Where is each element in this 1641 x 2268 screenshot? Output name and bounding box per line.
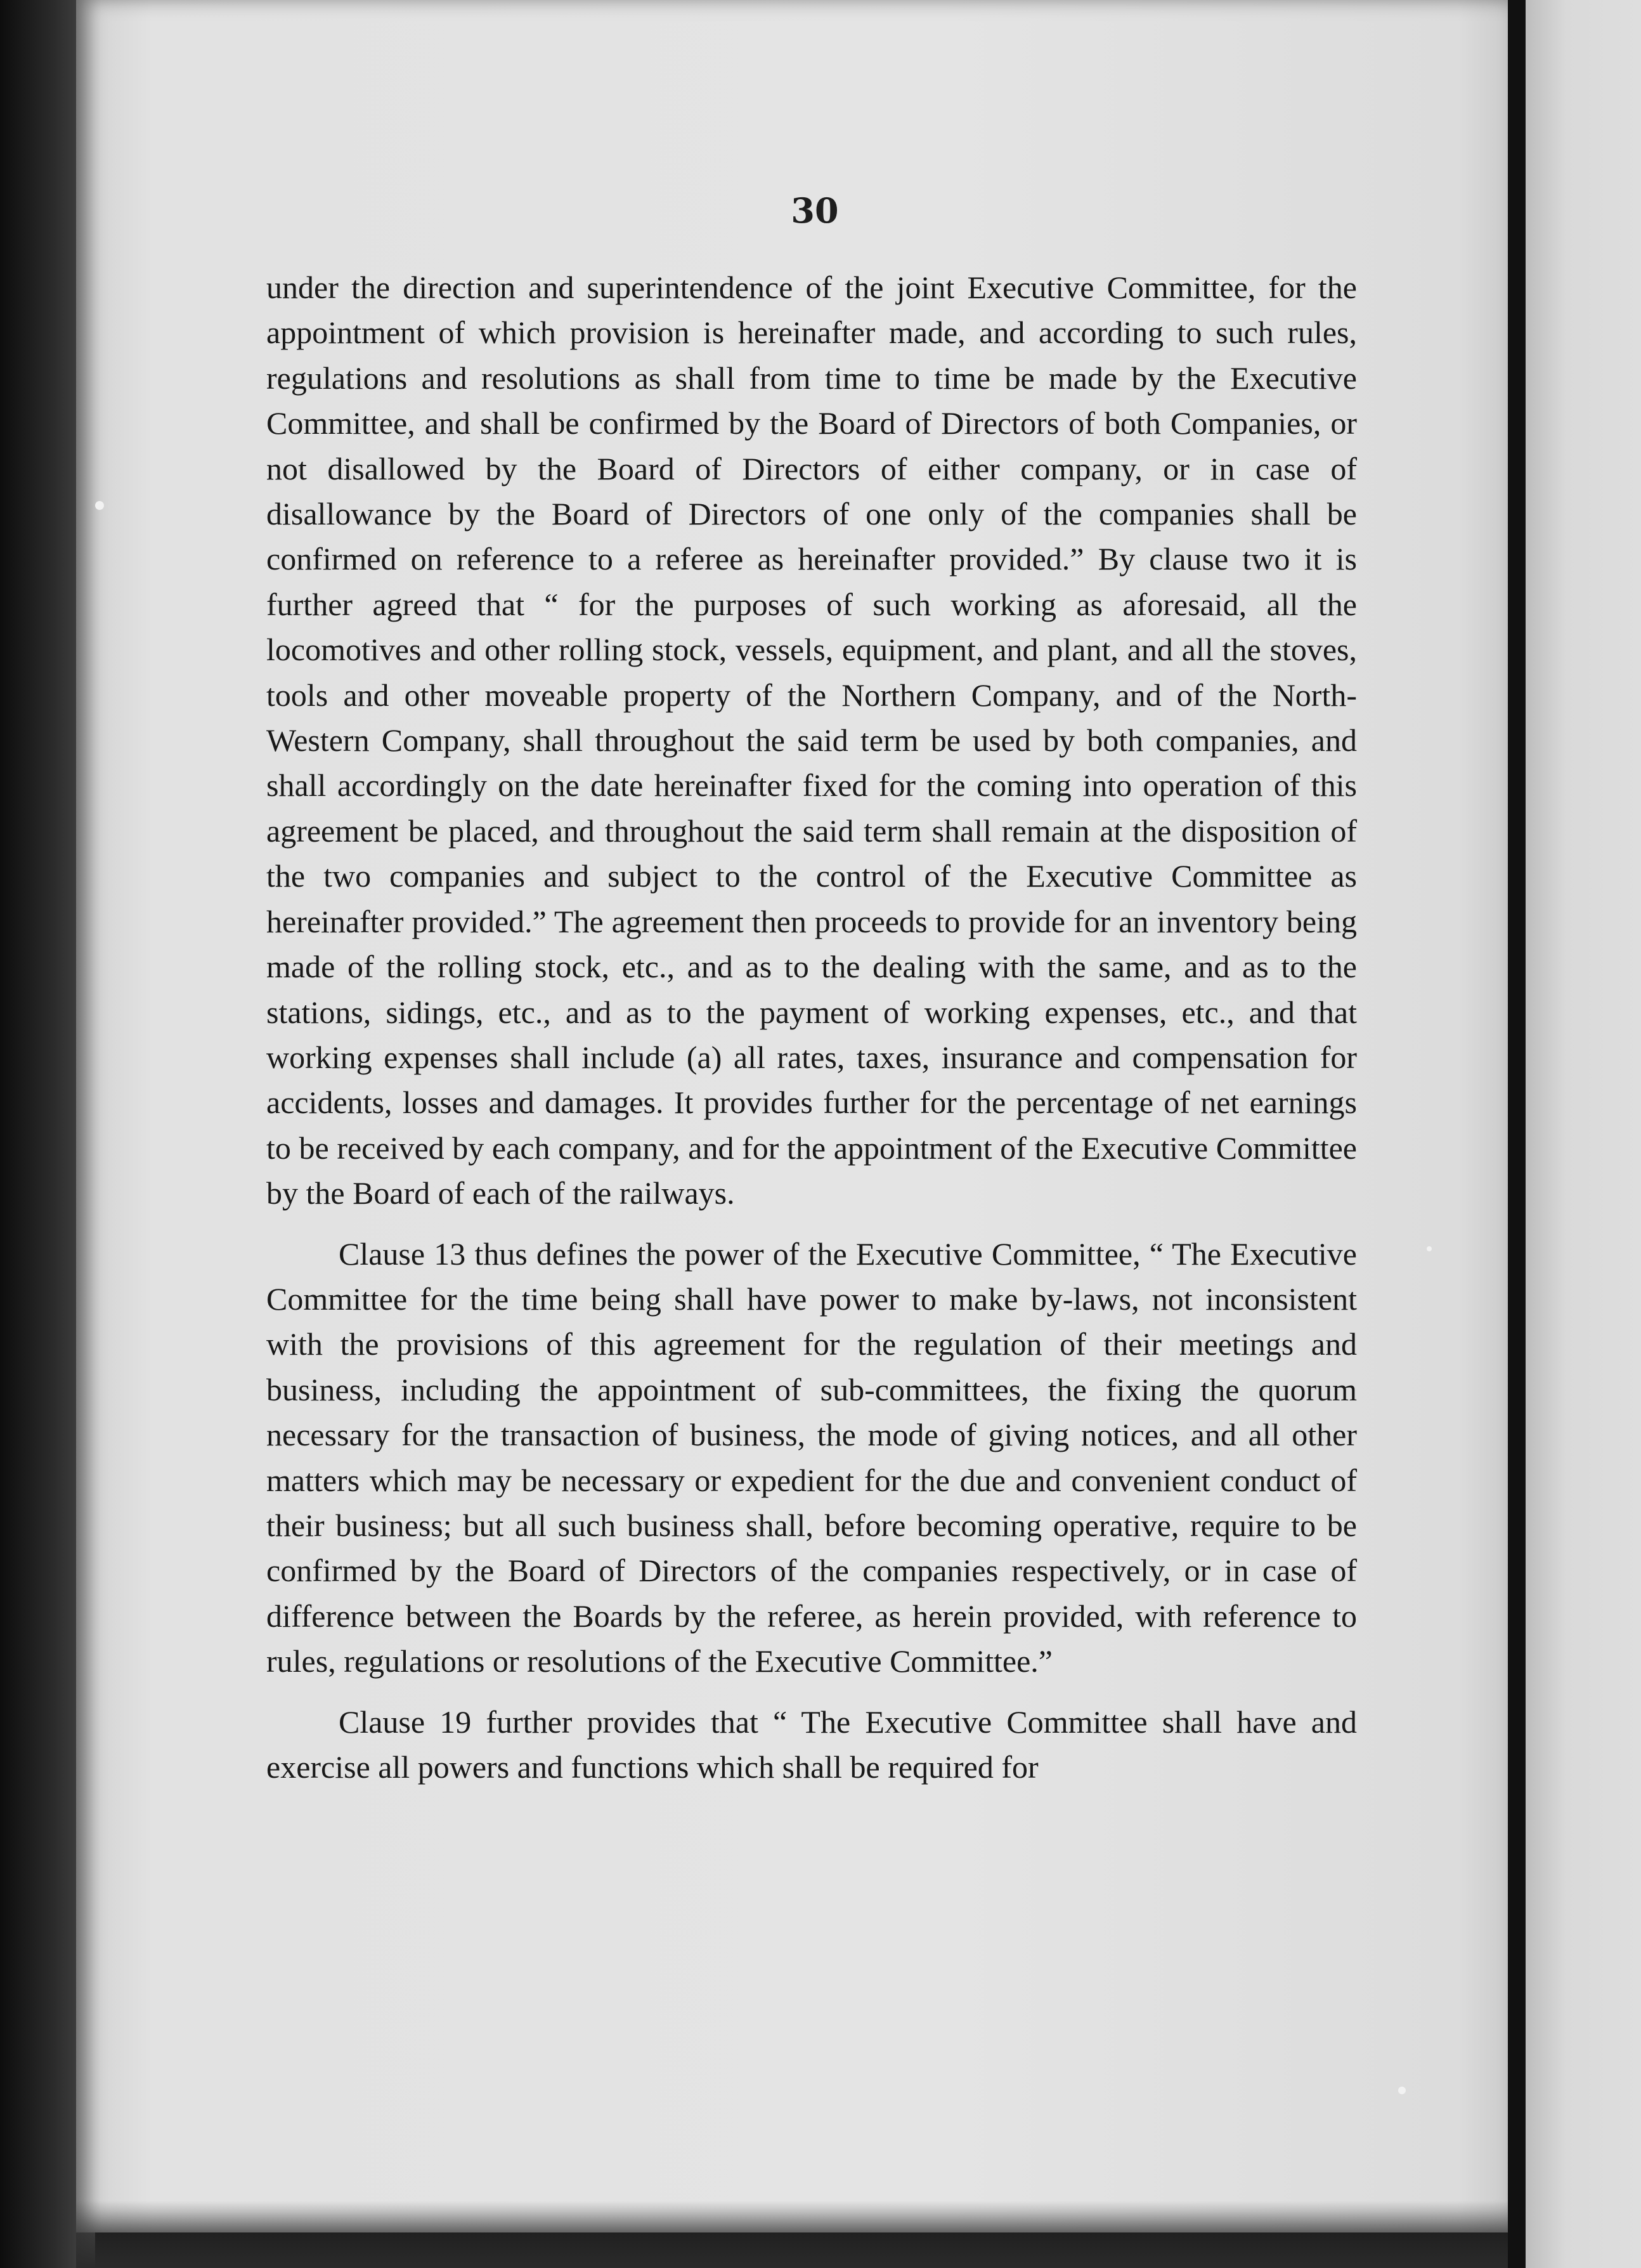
scan-speck <box>1427 1246 1432 1251</box>
page-bottom-shadow <box>76 2201 1515 2268</box>
paragraph-3: Clause 19 further provides that “ The Executive Committee shall have and exercise all powers and functions which shall be required for <box>266 1704 1357 1785</box>
scan-speck <box>95 501 104 510</box>
page-gutter <box>1508 0 1526 2268</box>
scan-speck <box>1398 2087 1406 2094</box>
page-body-text <box>266 265 1357 1805</box>
adjacent-page-edge <box>1526 0 1641 2268</box>
paragraph-1: under the direction and superintendence of the joint Executive Committee, for the appointment of which provision is hereinafter made, and according to such rules, regulations and resolutions as shall from time to time be made by the Executive Committee, and shall be confirmed by the Board of Directors of both Companies, or not disallowed by the Board of Directors of either company, or in case of disallowance by the Board of Directors of one only of the companies shall be confirmed on reference to a referee as hereinafter provided.” By clause two it is further agreed that “ for the purposes of such working as aforesaid, all the locomotives and other rolling stock, vessels, equipment, and plant, and all the stoves, tools and other moveable property of the Northern Company, and of the North-Western Company, shall throughout the said term be used by both companies, and shall accordingly on the date hereinafter fixed for the coming into operation of this agreement be placed, and throughout the said term shall remain at the disposition of the two companies and subject to the control of the Executive Committee as hereinafter provided.” The agreement then proceeds to provide for an inventory being made of the rolling stock, etc., and as to the dealing with the same, and as to the stations, sidings, etc., and as to the payment of working expenses, etc., and that working expenses shall include (a) all rates, taxes, insurance and compensation for accidents, losses and damages. It provides further for the percentage of net earnings to be received by each company, and for the appointment of the Executive Committee by the Board of each of the railways. <box>266 270 1357 1211</box>
paragraph-2: Clause 13 thus defines the power of the Executive Committee, “ The Executive Committee for the time being shall have power to make by-laws, not inconsistent with the provisions of this agreement for the regulation of their meetings and business, including the appointment of sub-committees, the fixing the quorum necessary for the transaction of business, the mode of giving notices, and all other matters which may be necessary or expedient for the due and convenient conduct of their business; but all such business shall, before becoming operative, require to be confirmed by the Board of Directors of the companies respectively, or in case of difference between the Boards by the referee, as herein provided, with reference to rules, regulations or resolutions of the Executive Committee.” <box>266 1235 1357 1679</box>
page-number: 30 <box>791 190 839 231</box>
